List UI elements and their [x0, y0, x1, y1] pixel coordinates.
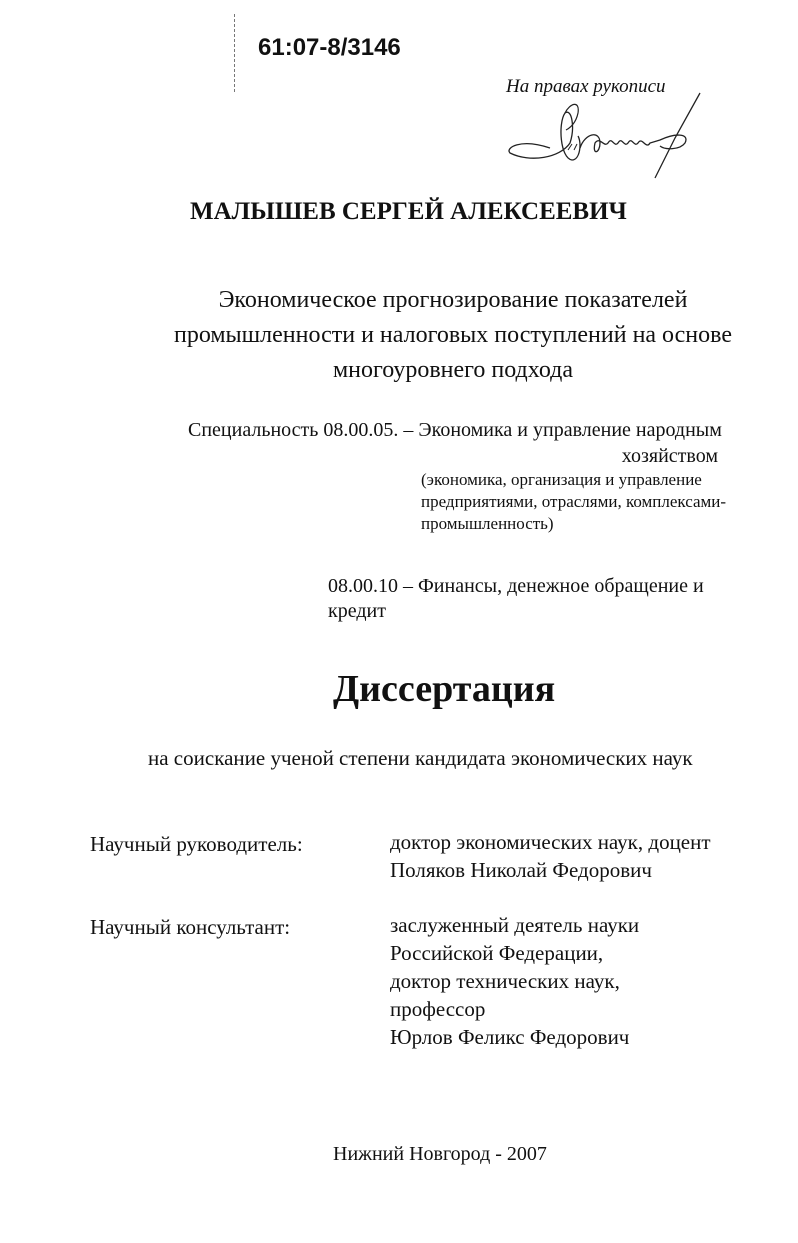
consultant-line: Российской Федерации, [390, 941, 604, 965]
detail-line: (экономика, организация и управление [421, 470, 702, 489]
second-specialty [328, 574, 704, 624]
consultant-line: заслуженный деятель науки [390, 913, 640, 937]
supervisor-line: Поляков Николай Федорович [390, 858, 652, 882]
city-year: Нижний Новгород - 2007 [333, 1143, 547, 1165]
specialty-line: кредит [328, 600, 386, 622]
archive-code: 61:07-8/3146 [258, 34, 401, 61]
specialty-line: 08.00.10 – Финансы, денежное обращение и [328, 575, 704, 597]
consultant-label: Научный консультант: [90, 915, 291, 939]
detail-line: промышленность) [421, 514, 554, 533]
supervisor-info [390, 828, 711, 884]
rights-note: На правах рукописи [506, 76, 666, 97]
document-type: Диссертация [333, 668, 556, 710]
scan-margin-line [234, 14, 235, 92]
supervisor-line: доктор экономических наук, доцент [390, 830, 711, 854]
specialty-line: Специальность 08.00.05. – Экономика и управление народным [188, 419, 722, 441]
supervisor-label: Научный руководитель: [90, 832, 303, 856]
title-line: многоуровнего подхода [332, 357, 574, 383]
dissertation-title [150, 283, 756, 388]
specialty-details [421, 469, 726, 535]
consultant-info [390, 911, 639, 1051]
detail-line: предприятиями, отраслями, комплексами- [421, 492, 727, 511]
degree-line: на соискание ученой степени кандидата экономических наук [148, 746, 693, 770]
signature [500, 88, 710, 183]
consultant-line: профессор [390, 997, 486, 1021]
author-name: МАЛЫШЕВ СЕРГЕЙ АЛЕКСЕЕВИЧ [190, 198, 627, 225]
consultant-line: Юрлов Феликс Федорович [390, 1025, 630, 1049]
title-line: промышленности и налоговых поступлений на основе [173, 322, 732, 348]
specialty-line-cont: хозяйством [621, 445, 718, 467]
title-line: Экономическое прогнозирование показателей [218, 287, 688, 313]
consultant-line: доктор технических наук, [390, 969, 620, 993]
